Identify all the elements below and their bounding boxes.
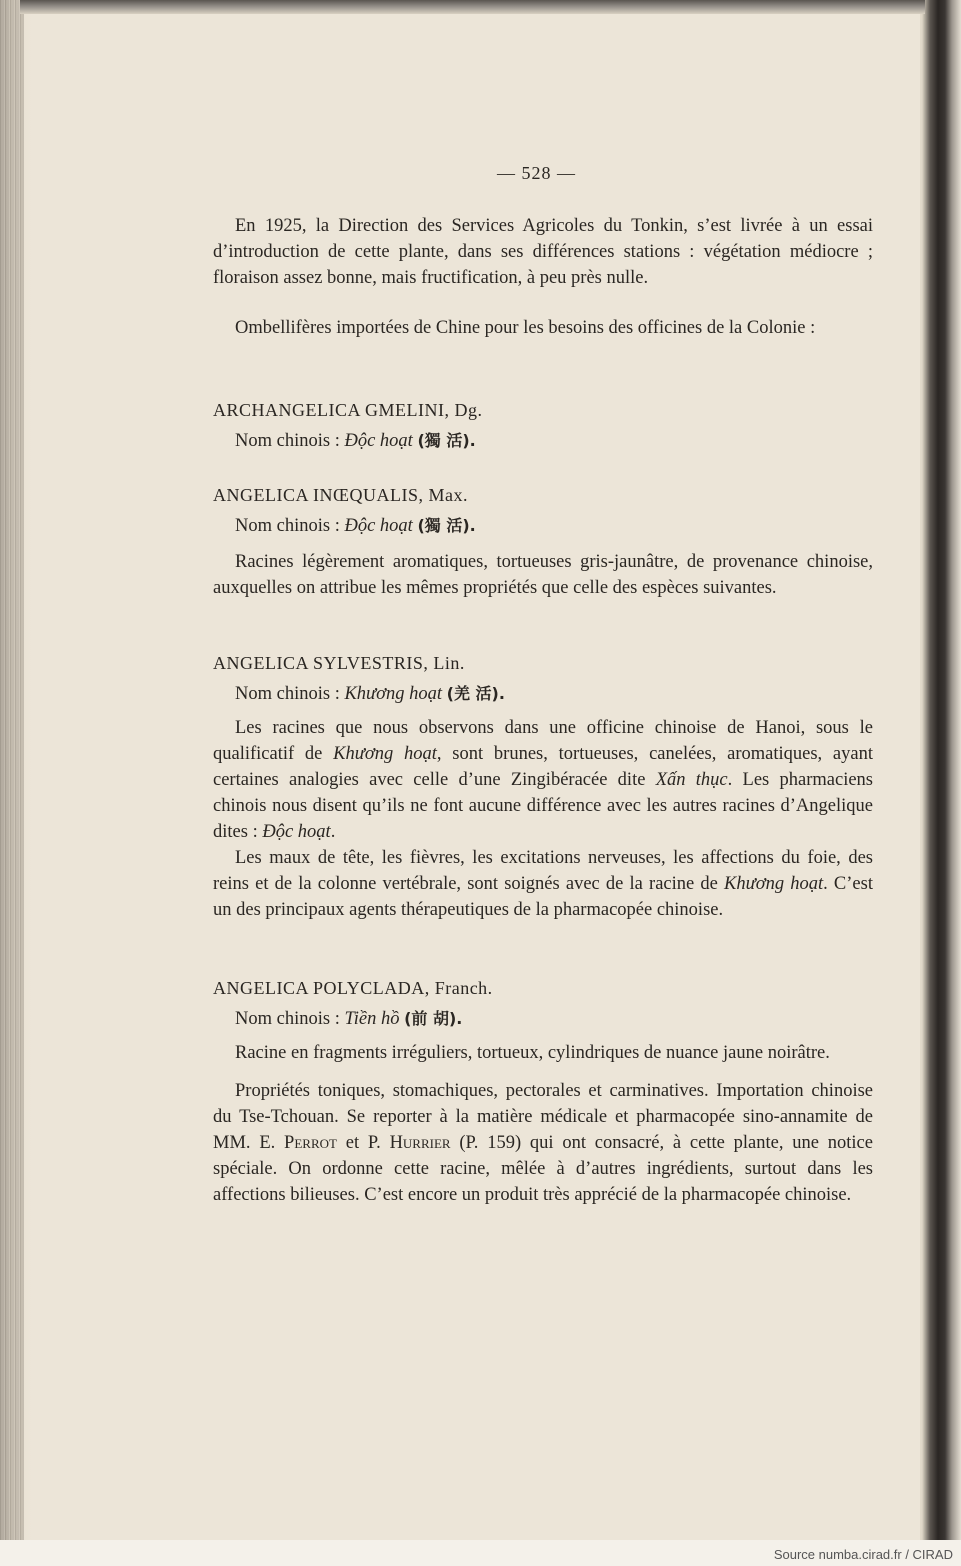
species-angelica-polyclada bbox=[213, 975, 873, 1208]
intro-paragraph-1 bbox=[213, 213, 873, 291]
desc-term: Khương hoạt bbox=[724, 874, 824, 894]
intro-paragraph-2 bbox=[213, 315, 873, 341]
intro-text-1: En 1925, la Direction des Services Agricoles du Tonkin, s’est livrée à un essai d’introduction de cette plante, dans ses différences stations : végétation médiocre ; floraison assez bonne, mais fructification, à peu près nulle. bbox=[213, 216, 873, 288]
desc-text: (P. 159) qui ont consacré, à cette plante, une notice spéciale. On ordonne cette racine, mêlée à d’autres ingrédients, surtout dans les affections bilieuses. C’est encore un produit très apprécié de la pharmacopée chinoise. bbox=[213, 1133, 873, 1205]
species-name: ANGELICA POLYCLADA, Franch. bbox=[213, 978, 493, 998]
species-name: ARCHANGELICA GMELINI, Dg. bbox=[213, 400, 483, 420]
desc-text: Propriétés toniques, stomachiques, pectorales et carminatives. Importation chinoise du Tse-Tchouan. Se reporter à la matière médicale et pharmacopée sino-annamite de MM. E. bbox=[213, 1081, 873, 1153]
desc-text: et P. bbox=[336, 1133, 390, 1153]
species-archangelica-gmelini bbox=[213, 397, 873, 454]
desc-text: Les racines que nous observons dans une officine chinoise de Hanoi, sous le qualificatif de bbox=[213, 718, 873, 764]
author-perrot: Perrot bbox=[284, 1133, 337, 1153]
species-description: Racines légèrement aromatiques, tortueuses gris-jaunâtre, de provenance chinoise, auxquelles on attribue les mêmes propriétés que celle des espèces suivantes. bbox=[213, 552, 873, 598]
chinese-name-line bbox=[213, 1006, 873, 1032]
source-credit[interactable]: Source numba.cirad.fr / CIRAD bbox=[773, 1547, 953, 1562]
han-characters: (獨 活). bbox=[417, 516, 476, 535]
species-name: ANGELICA INŒQUALIS, Max. bbox=[213, 485, 468, 505]
intro-text-2: Ombellifères importées de Chine pour les besoins des officines de la Colonie : bbox=[235, 318, 816, 338]
vietnamese-name: Độc hoạt bbox=[344, 516, 413, 536]
page-number: — 528 — bbox=[497, 163, 576, 183]
author-hurrier: Hurrier bbox=[389, 1133, 451, 1153]
nom-label: Nom chinois : bbox=[235, 1009, 340, 1029]
vietnamese-name: Khương hoạt bbox=[344, 684, 443, 704]
desc-text: , sont brunes, tortueuses, canelées, aromatiques, ayant certaines analogies avec celle d’une Zingibéracée dite bbox=[213, 744, 873, 790]
species-description: Racine en fragments irréguliers, tortueux, cylindriques de nuance jaune noirâtre. bbox=[235, 1043, 830, 1063]
desc-text: . Les pharmaciens chinois nous disent qu’ils ne font aucune différence avec les autres racines d’Angelique dites : bbox=[213, 770, 874, 842]
desc-text: Les maux de tête, les fièvres, les excitations nerveuses, les affections du foie, des reins et de la colonne vertébrale, sont soignés avec de la racine de bbox=[213, 848, 873, 894]
nom-label: Nom chinois : bbox=[235, 684, 340, 704]
top-edge-shadow bbox=[20, 0, 925, 14]
chinese-name-line bbox=[213, 428, 873, 454]
chinese-name-line bbox=[213, 513, 873, 539]
species-angelica-sylvestris bbox=[213, 650, 873, 923]
vietnamese-name: Tiền hồ bbox=[344, 1009, 400, 1029]
desc-term: Khương hoạt bbox=[333, 744, 437, 764]
species-description-2 bbox=[213, 845, 873, 923]
species-angelica-inoequalis bbox=[213, 482, 873, 601]
han-characters: (獨 活). bbox=[417, 431, 476, 450]
desc-text: . bbox=[330, 822, 336, 842]
species-name: ANGELICA SYLVESTRIS, Lin. bbox=[213, 653, 465, 673]
species-properties bbox=[213, 1078, 873, 1208]
nom-label: Nom chinois : bbox=[235, 431, 340, 451]
book-page-edges bbox=[0, 0, 24, 1540]
desc-term: Xấn thục bbox=[655, 770, 728, 790]
nom-label: Nom chinois : bbox=[235, 516, 340, 536]
desc-text: . C’est un des principaux agents thérapeutiques de la pharmacopée chinoise. bbox=[213, 874, 873, 920]
desc-term: Độc hoạt bbox=[262, 822, 331, 842]
species-description-1 bbox=[213, 715, 873, 845]
vietnamese-name: Độc hoạt bbox=[344, 431, 413, 451]
han-characters: (前 胡). bbox=[404, 1009, 463, 1028]
han-characters: (羌 活). bbox=[446, 684, 505, 703]
chinese-name-line bbox=[213, 681, 873, 707]
